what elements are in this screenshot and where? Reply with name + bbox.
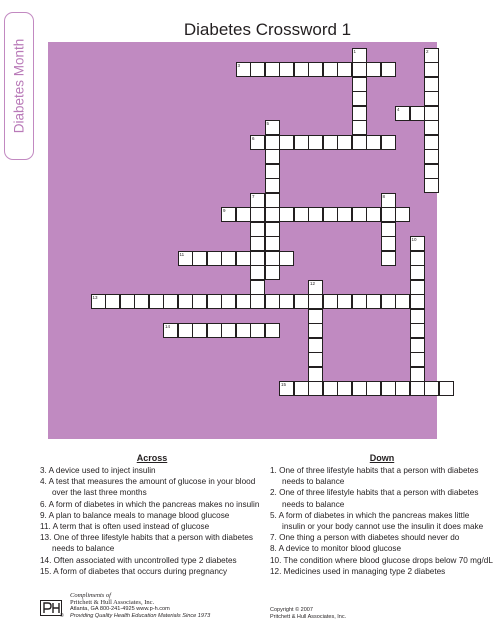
grid-cell[interactable] bbox=[323, 294, 338, 309]
grid-cell[interactable] bbox=[221, 294, 236, 309]
across-clue: 6. A form of diabetes in which the pancreas makes no insulin bbox=[40, 499, 260, 509]
clue-number: 4 bbox=[397, 106, 400, 112]
grid-cell[interactable] bbox=[381, 135, 396, 150]
grid-cell[interactable] bbox=[120, 294, 135, 309]
across-clue: 14. Often associated with uncontrolled type 2 diabetes bbox=[40, 555, 237, 565]
grid-cell[interactable] bbox=[366, 381, 381, 396]
down-clue: 12. Medicines used in managing type 2 diabetes bbox=[270, 566, 446, 576]
grid-cell[interactable] bbox=[236, 294, 251, 309]
grid-cell[interactable] bbox=[424, 381, 439, 396]
grid-cell[interactable] bbox=[366, 294, 381, 309]
grid-cell[interactable] bbox=[337, 62, 352, 77]
grid-cell[interactable] bbox=[207, 294, 222, 309]
grid-cell[interactable] bbox=[250, 251, 265, 266]
company-name: Pritchett & Hull Associates, Inc. bbox=[70, 599, 155, 606]
grid-cell[interactable] bbox=[308, 62, 323, 77]
grid-cell[interactable] bbox=[265, 178, 280, 193]
clue-number: 3 bbox=[237, 63, 241, 68]
grid-cell[interactable] bbox=[381, 294, 396, 309]
grid-cell[interactable] bbox=[279, 135, 294, 150]
grid-cell[interactable] bbox=[250, 323, 265, 338]
grid-cell[interactable] bbox=[265, 294, 280, 309]
grid-cell[interactable] bbox=[236, 251, 251, 266]
grid-cell[interactable] bbox=[265, 149, 280, 164]
grid-cell[interactable] bbox=[352, 381, 367, 396]
grid-cell[interactable] bbox=[279, 381, 294, 396]
clue-number: 2 bbox=[426, 48, 429, 54]
clue-number: 15 bbox=[281, 382, 287, 387]
clue-number: 8 bbox=[382, 193, 386, 199]
grid-cell[interactable] bbox=[134, 294, 149, 309]
grid-cell[interactable] bbox=[410, 251, 425, 266]
grid-cell[interactable] bbox=[236, 323, 251, 338]
grid-cell[interactable] bbox=[279, 251, 294, 266]
grid-cell[interactable] bbox=[352, 48, 367, 63]
grid-cell[interactable] bbox=[410, 236, 425, 251]
grid-cell[interactable] bbox=[381, 193, 396, 208]
grid-cell[interactable] bbox=[265, 222, 280, 237]
grid-cell[interactable] bbox=[250, 193, 265, 208]
grid-cell[interactable] bbox=[294, 135, 309, 150]
grid-cell[interactable] bbox=[265, 207, 280, 222]
grid-cell[interactable] bbox=[424, 62, 439, 77]
grid-cell[interactable] bbox=[265, 62, 280, 77]
grid-cell[interactable] bbox=[149, 294, 164, 309]
grid-cell[interactable] bbox=[395, 207, 410, 222]
grid-cell[interactable] bbox=[410, 381, 425, 396]
grid-cell[interactable] bbox=[265, 323, 280, 338]
grid-cell[interactable] bbox=[250, 222, 265, 237]
grid-cell[interactable] bbox=[352, 120, 367, 135]
grid-cell[interactable] bbox=[424, 135, 439, 150]
grid-cell[interactable] bbox=[163, 294, 178, 309]
grid-cell[interactable] bbox=[250, 135, 265, 150]
grid-cell[interactable] bbox=[308, 338, 323, 353]
grid-cell[interactable] bbox=[250, 294, 265, 309]
down-clue: 2. One of three lifestyle habits that a person with diabetes needs to balance bbox=[270, 488, 479, 509]
grid-cell[interactable] bbox=[381, 251, 396, 266]
grid-cell[interactable] bbox=[410, 367, 425, 382]
side-tab-label: Diabetes Month bbox=[11, 38, 27, 134]
down-clue: 7. One thing a person with diabetes should never do bbox=[270, 533, 460, 543]
grid-cell[interactable] bbox=[424, 48, 439, 63]
copyright-line1: Copyright © 2007 bbox=[270, 607, 313, 613]
grid-cell[interactable] bbox=[352, 207, 367, 222]
grid-cell[interactable] bbox=[352, 135, 367, 150]
down-clue: 5. A form of diabetes in which the pancreas makes little insulin or your body cannot use the insulin it does make bbox=[270, 510, 484, 532]
grid-cell[interactable] bbox=[294, 207, 309, 222]
registered-mark: ® bbox=[60, 613, 64, 619]
grid-cell[interactable] bbox=[308, 381, 323, 396]
grid-cell[interactable] bbox=[250, 62, 265, 77]
grid-cell[interactable] bbox=[279, 294, 294, 309]
grid-cell[interactable] bbox=[439, 381, 454, 396]
across-clue: 9. A plan to balance meals to manage blood glucose bbox=[40, 510, 230, 520]
grid-cell[interactable] bbox=[265, 265, 280, 280]
grid-cell[interactable] bbox=[323, 62, 338, 77]
grid-cell[interactable] bbox=[105, 294, 120, 309]
grid-cell[interactable] bbox=[178, 294, 193, 309]
grid-cell[interactable] bbox=[192, 323, 207, 338]
grid-cell[interactable] bbox=[395, 381, 410, 396]
grid-cell[interactable] bbox=[337, 207, 352, 222]
grid-cell[interactable] bbox=[366, 135, 381, 150]
grid-cell[interactable] bbox=[337, 294, 352, 309]
grid-cell[interactable] bbox=[265, 135, 280, 150]
grid-cell[interactable] bbox=[250, 280, 265, 295]
grid-cell[interactable] bbox=[236, 62, 251, 77]
grid-cell[interactable] bbox=[308, 280, 323, 295]
grid-cell[interactable] bbox=[381, 236, 396, 251]
clue-number: 14 bbox=[165, 324, 171, 329]
page-title: Diabetes Crossword 1 bbox=[183, 20, 352, 39]
across-heading: Across bbox=[136, 453, 168, 463]
side-tab bbox=[4, 12, 34, 160]
grid-cell[interactable] bbox=[207, 251, 222, 266]
grid-cell[interactable] bbox=[424, 77, 439, 92]
grid-cell[interactable] bbox=[192, 294, 207, 309]
grid-cell[interactable] bbox=[323, 135, 338, 150]
grid-cell[interactable] bbox=[308, 309, 323, 324]
grid-cell[interactable] bbox=[221, 207, 236, 222]
grid-cell[interactable] bbox=[352, 106, 367, 121]
grid-cell[interactable] bbox=[323, 207, 338, 222]
grid-cell[interactable] bbox=[395, 106, 410, 121]
grid-cell[interactable] bbox=[424, 106, 439, 121]
grid-cell[interactable] bbox=[424, 149, 439, 164]
clue-number: 13 bbox=[92, 295, 98, 300]
grid-cell[interactable] bbox=[265, 251, 280, 266]
down-clue: 1. One of three lifestyle habits that a person with diabetes needs to balance bbox=[270, 466, 479, 487]
grid-cell[interactable] bbox=[323, 381, 338, 396]
grid-cell[interactable] bbox=[192, 251, 207, 266]
copyright-line2: Pritchett & Hull Associates, Inc. bbox=[270, 614, 347, 620]
grid-cell[interactable] bbox=[221, 323, 236, 338]
grid-cell[interactable] bbox=[294, 381, 309, 396]
grid-cell[interactable] bbox=[410, 352, 425, 367]
clue-number: 6 bbox=[252, 135, 255, 141]
grid-cell[interactable] bbox=[366, 62, 381, 77]
grid-cell[interactable] bbox=[381, 222, 396, 237]
grid-cell[interactable] bbox=[410, 294, 425, 309]
company-tagline: Providing Quality Health Education Materials Since 1973 bbox=[70, 613, 211, 619]
clue-number: 9 bbox=[223, 208, 226, 213]
grid-cell[interactable] bbox=[265, 193, 280, 208]
grid-cell[interactable] bbox=[352, 91, 367, 106]
grid-cell[interactable] bbox=[221, 251, 236, 266]
grid-cell[interactable] bbox=[337, 135, 352, 150]
grid-cell[interactable] bbox=[410, 338, 425, 353]
grid-cell[interactable] bbox=[294, 62, 309, 77]
company-address: Atlanta, GA 800-241-4925 www.p-h.com bbox=[70, 606, 170, 612]
grid-cell[interactable] bbox=[381, 207, 396, 222]
clue-number: 12 bbox=[310, 280, 316, 286]
grid-cell[interactable] bbox=[236, 207, 251, 222]
grid-cell[interactable] bbox=[265, 236, 280, 251]
grid-cell[interactable] bbox=[352, 77, 367, 92]
grid-cell[interactable] bbox=[381, 381, 396, 396]
grid-cell[interactable] bbox=[250, 236, 265, 251]
across-clue: 15. A form of diabetes that occurs during pregnancy bbox=[40, 566, 228, 576]
grid-cell[interactable] bbox=[308, 294, 323, 309]
grid-cell[interactable] bbox=[308, 135, 323, 150]
grid-cell[interactable] bbox=[178, 323, 193, 338]
grid-cell[interactable] bbox=[352, 62, 367, 77]
clue-number: 1 bbox=[353, 48, 357, 54]
down-clue: 8. A device to monitor blood glucose bbox=[270, 544, 402, 554]
grid-cell[interactable] bbox=[410, 280, 425, 295]
down-clue: 10. The condition where blood glucose drops below 70 mg/dL bbox=[270, 555, 493, 565]
grid-cell[interactable] bbox=[424, 164, 439, 179]
grid-cell[interactable] bbox=[410, 309, 425, 324]
grid-cell[interactable] bbox=[424, 178, 439, 193]
grid-cell[interactable] bbox=[91, 294, 106, 309]
clue-number: 11 bbox=[179, 251, 185, 257]
copyright bbox=[270, 607, 346, 621]
grid-cell[interactable] bbox=[163, 323, 178, 338]
grid-cell[interactable] bbox=[265, 164, 280, 179]
compliments-text: Compliments of bbox=[70, 592, 111, 599]
clue-number: 7 bbox=[252, 193, 255, 199]
grid-cell[interactable] bbox=[250, 207, 265, 222]
grid-cell[interactable] bbox=[308, 207, 323, 222]
grid-cell[interactable] bbox=[308, 367, 323, 382]
grid-cell[interactable] bbox=[308, 352, 323, 367]
grid-cell[interactable] bbox=[250, 265, 265, 280]
across-clues bbox=[40, 453, 264, 577]
grid-cell[interactable] bbox=[337, 381, 352, 396]
grid-cell[interactable] bbox=[410, 323, 425, 338]
grid-cell[interactable] bbox=[279, 62, 294, 77]
across-clue: 11. A term that is often used instead of glucose bbox=[40, 522, 210, 532]
grid-cell[interactable] bbox=[410, 265, 425, 280]
crossword-grid bbox=[48, 42, 437, 439]
grid-cell[interactable] bbox=[410, 106, 425, 121]
grid-cell[interactable] bbox=[265, 120, 280, 135]
grid-cell[interactable] bbox=[279, 207, 294, 222]
down-clues bbox=[270, 453, 494, 577]
grid-cell[interactable] bbox=[178, 251, 193, 266]
grid-cell[interactable] bbox=[395, 294, 410, 309]
grid-cell[interactable] bbox=[424, 120, 439, 135]
grid-cell[interactable] bbox=[366, 207, 381, 222]
grid-cell[interactable] bbox=[207, 323, 222, 338]
across-clue: 4. A test that measures the amount of glucose in your blood over the last three months bbox=[40, 477, 256, 498]
clue-number: 10 bbox=[411, 237, 417, 242]
across-clue: 13. One of three lifestyle habits that a person with diabetes needs to balance bbox=[40, 533, 254, 554]
grid-cell[interactable] bbox=[352, 294, 367, 309]
grid-cell[interactable] bbox=[424, 91, 439, 106]
grid-cell[interactable] bbox=[308, 323, 323, 338]
down-heading: Down bbox=[369, 453, 395, 463]
grid-cell[interactable] bbox=[294, 294, 309, 309]
ph-logo-icon bbox=[40, 600, 64, 618]
grid-cell[interactable] bbox=[381, 62, 396, 77]
clue-number: 5 bbox=[266, 121, 270, 126]
across-clue: 3. A device used to inject insulin bbox=[40, 466, 156, 475]
